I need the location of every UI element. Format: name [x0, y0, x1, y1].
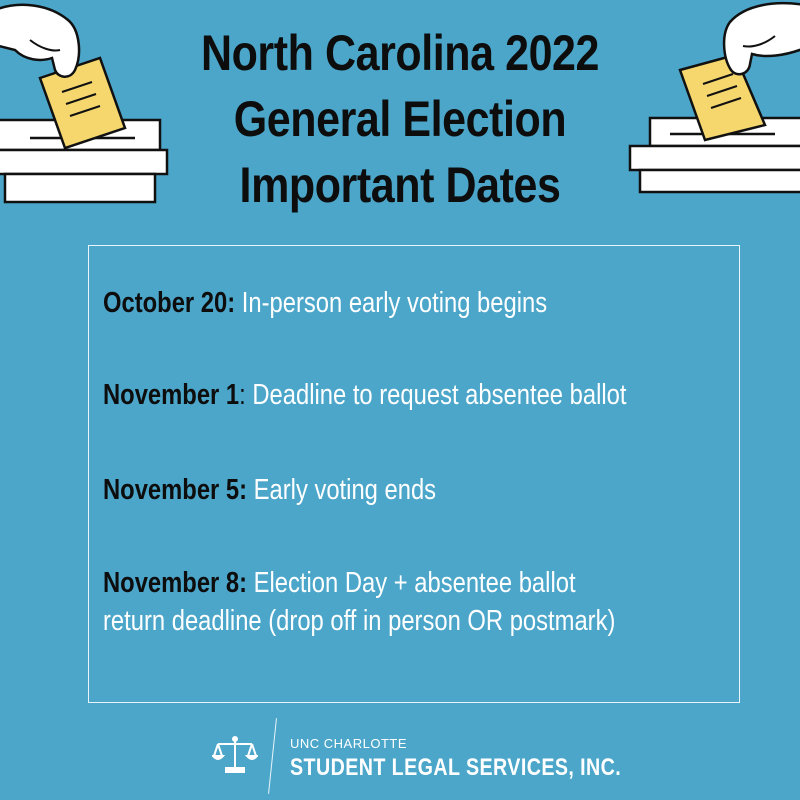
date-entry-november-1 — [103, 376, 628, 414]
organization-footer — [212, 716, 632, 796]
date-description: Early voting ends — [247, 474, 437, 506]
date-label: November 8: — [103, 567, 248, 599]
scales-of-justice-icon — [212, 734, 258, 774]
date-description: In-person early voting begins — [235, 287, 548, 319]
date-colon: : — [239, 379, 246, 411]
title-line-3: Important Dates — [239, 157, 561, 213]
org-name: STUDENT LEGAL SERVICES, INC. — [290, 754, 622, 781]
title-line-2: General Election — [233, 91, 567, 147]
footer-divider — [268, 718, 277, 794]
date-description: Election Day + absentee ballot — [247, 567, 576, 599]
date-description-continued: return deadline (drop off in person OR postmark) — [103, 605, 616, 637]
date-description: Deadline to request absentee ballot — [245, 379, 627, 411]
date-entry-november-5 — [103, 471, 628, 509]
date-label: October 20: — [103, 287, 236, 319]
org-subtitle: UNC CHARLOTTE — [290, 736, 408, 751]
important-dates-box — [88, 245, 740, 703]
title-line-1: North Carolina 2022 — [200, 25, 600, 81]
page-title — [56, 20, 744, 218]
date-label: November 1 — [103, 379, 240, 411]
date-label: November 5: — [103, 474, 248, 506]
date-entry-november-8 — [103, 564, 628, 640]
date-entry-october-20 — [103, 284, 628, 322]
